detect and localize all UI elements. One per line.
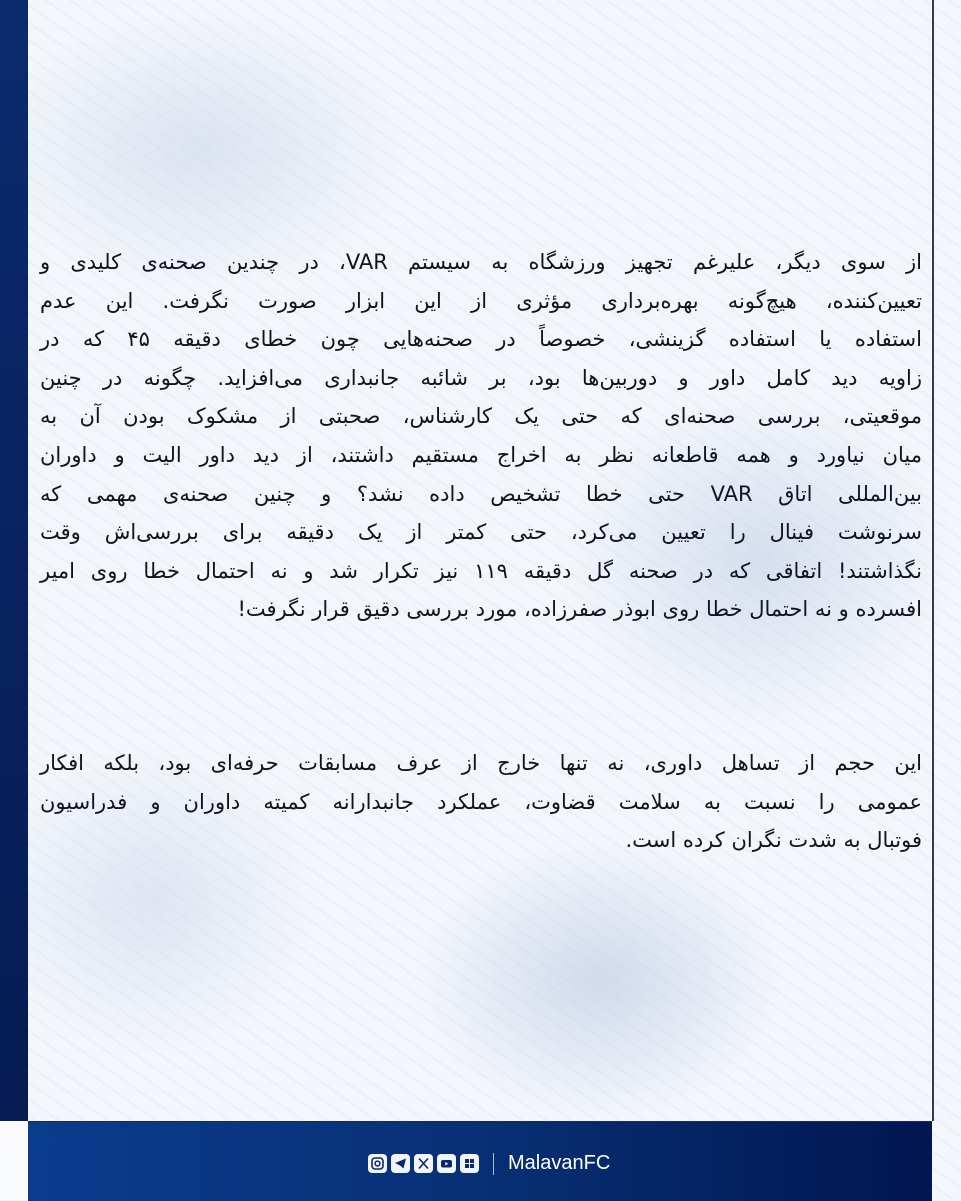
youtube-icon: [437, 1154, 456, 1173]
paragraph-1: [40, 243, 922, 629]
text-line: فوتبال به شدت نگران کرده است.: [625, 828, 922, 853]
instagram-icon: [368, 1154, 387, 1173]
text-line: میان نیاورد و همه قاطعانه نظر به اخراج مستقیم داشتند، از دید داور الیت و داوران: [40, 442, 922, 467]
corner-blank: [0, 1121, 28, 1200]
text-line: نگذاشتند! اتفاقی که در صحنه گل دقیقه ۱۱۹ نیز تکرار شد و نه احتمال خطا روی امیر: [40, 558, 922, 583]
paragraph-2: [40, 744, 922, 860]
text-line: این حجم از تساهل داوری، نه تنها خارج از عرف مسابقات حرفه‌ای بود، بلکه افکار: [40, 751, 922, 775]
divider: [493, 1153, 494, 1175]
text-line: سرنوشت فینال را تعیین می‌کرد، حتی کمتر از یک دقیقه برای بررسی‌اش وقت: [40, 520, 922, 545]
text-line: تعیین‌کننده، هیچ‌گونه بهره‌برداری مؤثری از این ابزار صورت نگرفت. این عدم: [40, 288, 922, 313]
x-icon: [414, 1154, 433, 1173]
telegram-icon: [391, 1154, 410, 1173]
left-blue-strip: [0, 0, 28, 1121]
text-line: استفاده یا استفاده گزینشی، خصوصاً در صحنه‌هایی چون خطای دقیقه ۴۵ که در: [40, 327, 922, 352]
text-line: بین‌المللی اتاق VAR حتی خطا تشخیص داده نشد؟ و چنین صحنه‌ی مهمی که: [40, 481, 923, 506]
text-line: عمومی را نسبت به سلامت قضاوت، عملکرد جانبدارانه کمیته داوران و فدراسیون: [40, 789, 922, 814]
text-line: افسرده و نه احتمال خطا روی ابوذر صفرزاده، مورد بررسی دقیق قرار نگرفت!: [237, 597, 922, 622]
text-line: موقعیتی، بررسی صحنه‌ای که حتی یک کارشناس، صحبتی از مشکوک بودن آن به: [40, 404, 922, 429]
text-line: زاویه دید کامل داور و دوربین‌ها بود، بر شائبه جانبداری می‌افزاید. چگونه در چنین: [40, 365, 922, 390]
footer-bar: [28, 1121, 932, 1201]
app-icon: [460, 1154, 479, 1173]
social-handle: [368, 1152, 610, 1175]
text-line: از سوی دیگر، علیرغم تجهیز ورزشگاه به سیستم VAR، در چندین صحنه‌ی کلیدی و: [40, 250, 922, 274]
brand-handle: MalavanFC: [508, 1152, 611, 1174]
right-border-line: [932, 0, 934, 1121]
